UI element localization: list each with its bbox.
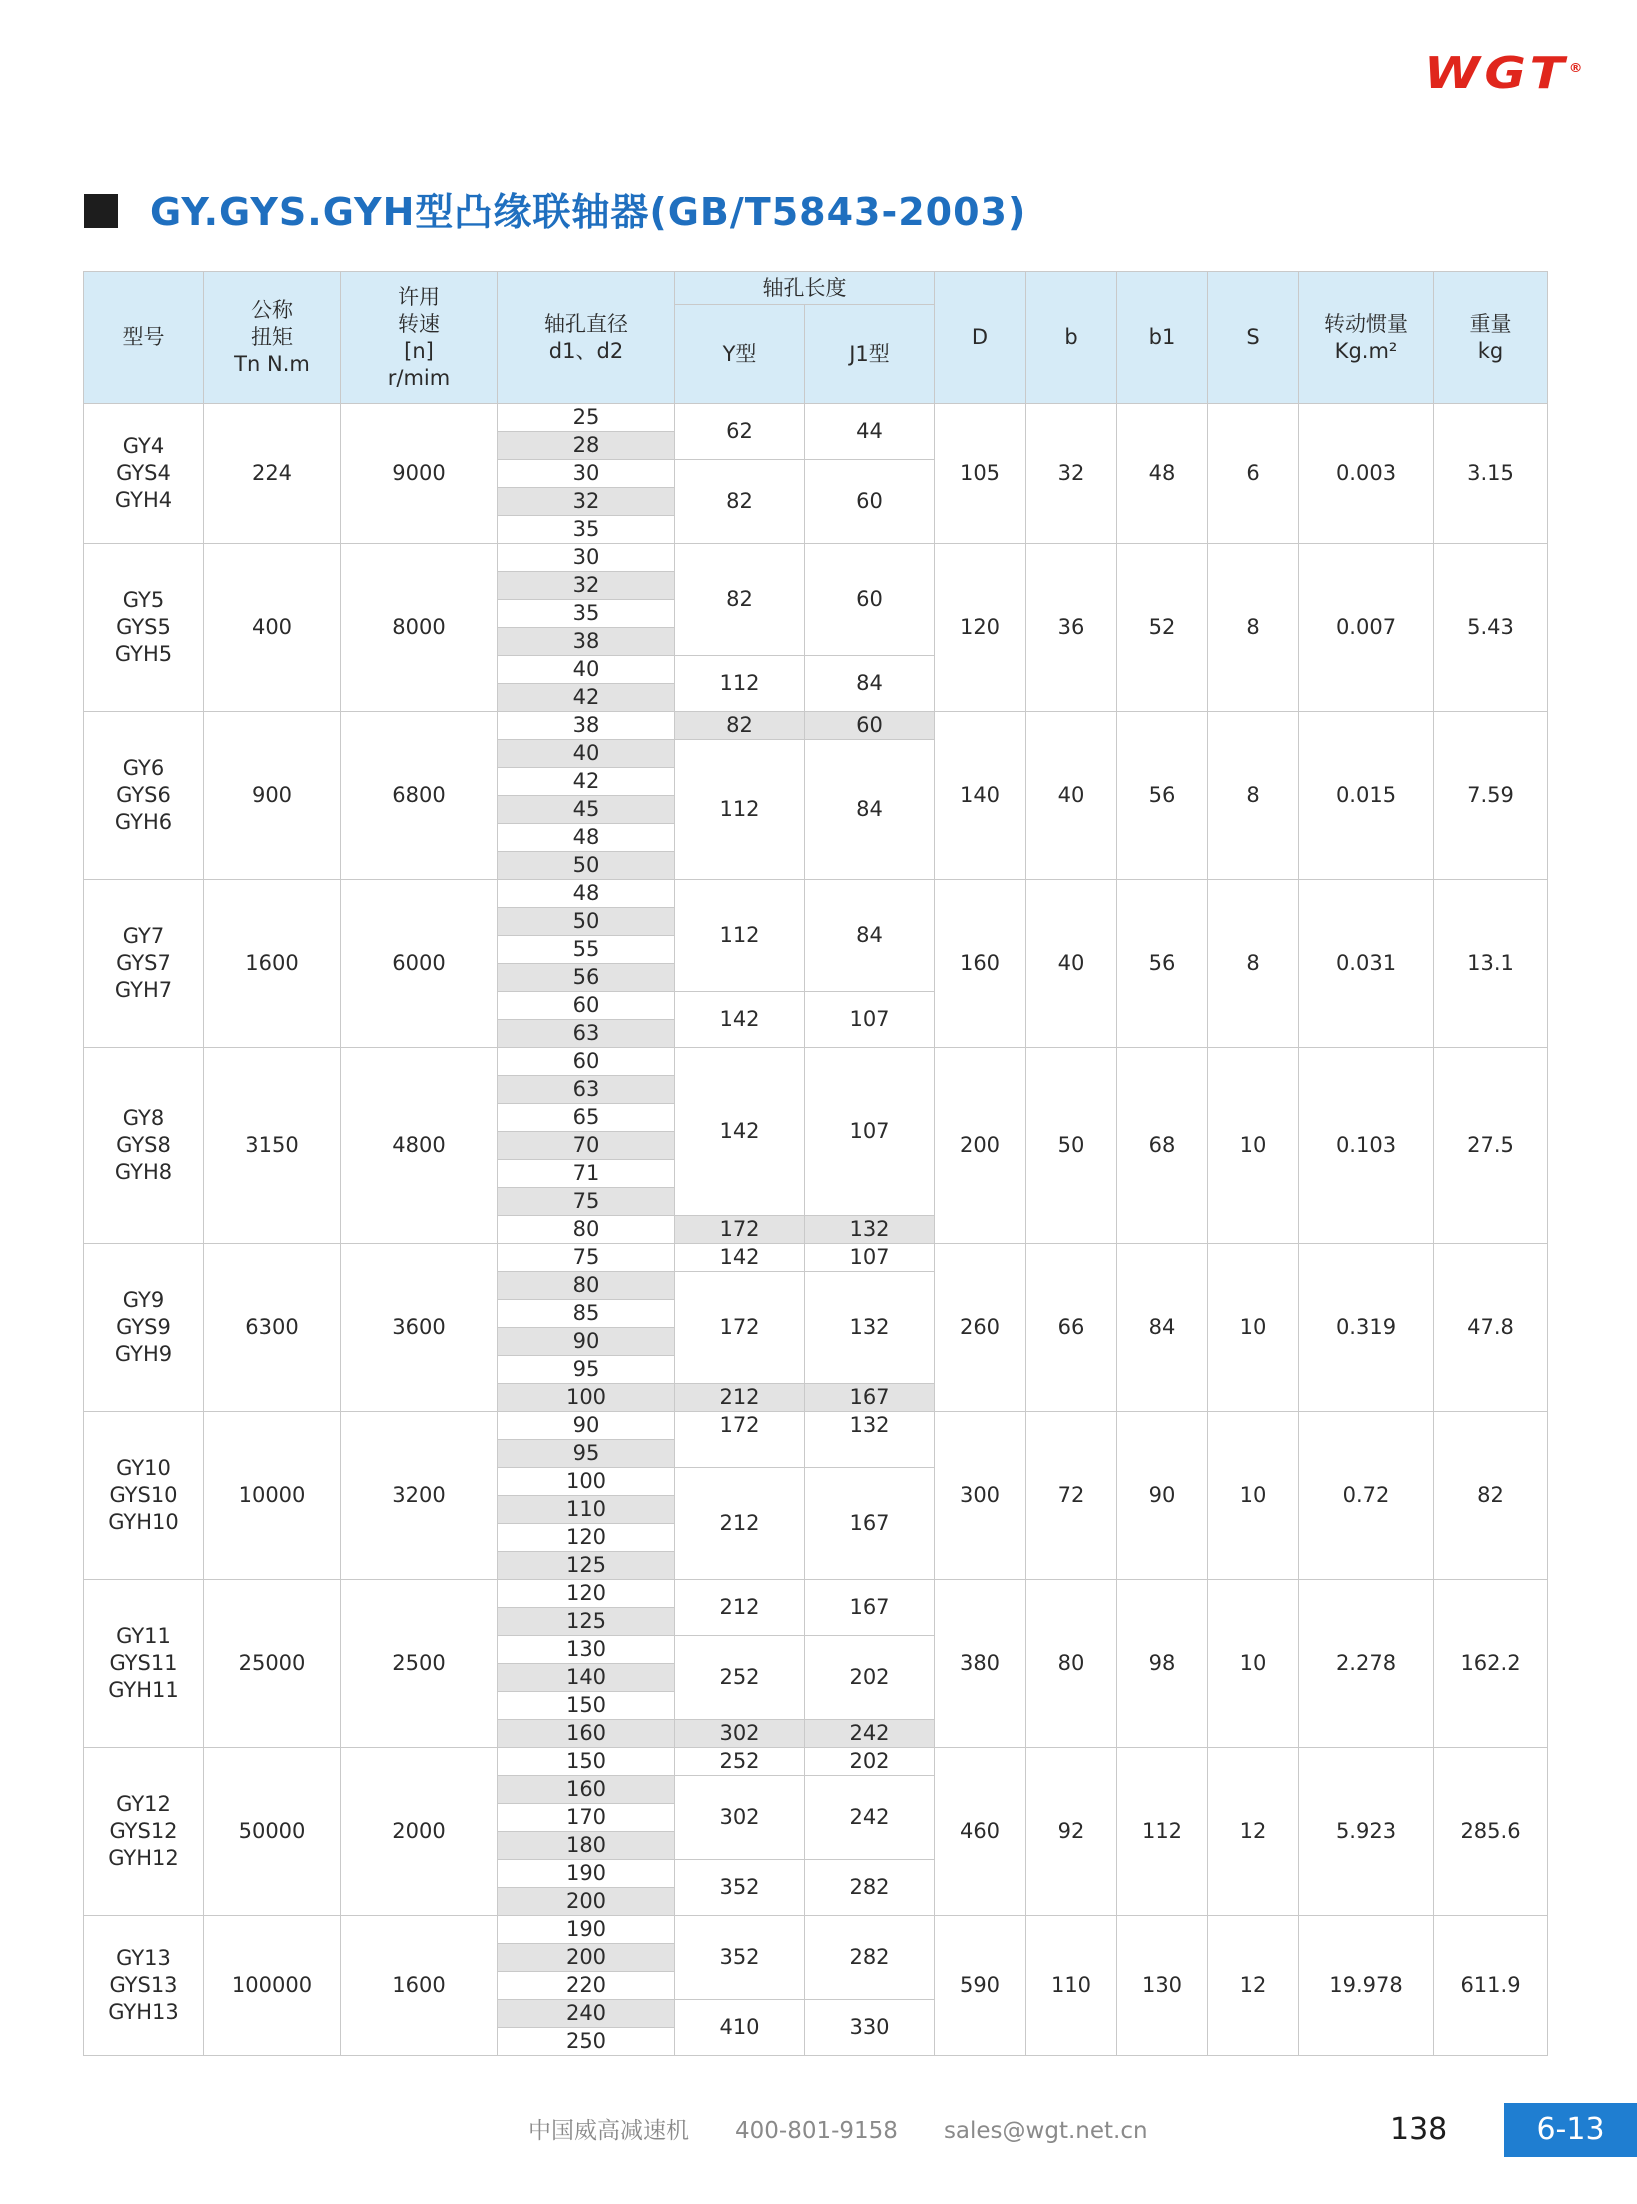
j1-length-cell: 44 <box>805 404 935 460</box>
bore-cell: 30 <box>498 460 675 488</box>
j1-length-cell: 107 <box>805 1048 935 1216</box>
bore-cell: 95 <box>498 1440 675 1468</box>
header-S: S <box>1208 272 1299 404</box>
s-cell: 10 <box>1208 1244 1299 1412</box>
bore-cell: 190 <box>498 1916 675 1944</box>
j1-length-cell: 84 <box>805 656 935 712</box>
b-cell: 36 <box>1026 544 1117 712</box>
bore-cell: 42 <box>498 684 675 712</box>
inertia-cell: 0.031 <box>1299 880 1434 1048</box>
header-y-type: Y型 <box>675 305 805 404</box>
model-name: GY9 <box>122 1288 165 1312</box>
model-cell <box>84 404 204 544</box>
y-length-cell: 112 <box>675 656 805 712</box>
b1-cell: 112 <box>1117 1748 1208 1916</box>
bore-cell: 200 <box>498 1944 675 1972</box>
model-name: GYS11 <box>109 1651 178 1675</box>
bore-cell: 25 <box>498 404 675 432</box>
table-row <box>84 1748 1548 1776</box>
bore-cell: 55 <box>498 936 675 964</box>
bore-cell: 100 <box>498 1468 675 1496</box>
model-name: GYS7 <box>116 951 171 975</box>
model-cell <box>84 880 204 1048</box>
bore-cell: 75 <box>498 1244 675 1272</box>
y-length-cell: 172 <box>675 1412 805 1468</box>
page-number: 138 <box>1390 2112 1448 2147</box>
model-name: GYS8 <box>116 1133 171 1157</box>
table-row <box>84 1412 1548 1440</box>
table-row <box>84 1916 1548 1944</box>
footer-contact <box>528 2112 1194 2145</box>
bore-cell: 48 <box>498 824 675 852</box>
inertia-cell: 0.103 <box>1299 1048 1434 1244</box>
j1-length-cell: 282 <box>805 1860 935 1916</box>
y-length-cell: 62 <box>675 404 805 460</box>
bore-cell: 28 <box>498 432 675 460</box>
weight-cell: 611.9 <box>1434 1916 1548 2056</box>
header-b: b <box>1026 272 1117 404</box>
j1-length-cell: 60 <box>805 544 935 656</box>
bore-cell: 95 <box>498 1356 675 1384</box>
speed-cell: 1600 <box>341 1916 498 2056</box>
header-model: 型号 <box>84 272 204 404</box>
b1-cell: 52 <box>1117 544 1208 712</box>
footer-email: sales@wgt.net.cn <box>943 2118 1148 2144</box>
weight-cell: 162.2 <box>1434 1580 1548 1748</box>
s-cell: 12 <box>1208 1748 1299 1916</box>
b1-cell: 48 <box>1117 404 1208 544</box>
speed-cell: 8000 <box>341 544 498 712</box>
y-length-cell: 212 <box>675 1580 805 1636</box>
bore-cell: 35 <box>498 600 675 628</box>
inertia-cell: 0.72 <box>1299 1412 1434 1580</box>
y-length-cell: 142 <box>675 1048 805 1216</box>
weight-cell: 13.1 <box>1434 880 1548 1048</box>
model-name: GYH13 <box>108 2000 179 2024</box>
header-b1: b1 <box>1117 272 1208 404</box>
j1-length-cell: 84 <box>805 880 935 992</box>
bore-cell: 60 <box>498 992 675 1020</box>
bore-cell: 160 <box>498 1776 675 1804</box>
header-weight: 重量 kg <box>1434 272 1548 404</box>
bore-cell: 140 <box>498 1664 675 1692</box>
model-name: GY11 <box>116 1624 171 1648</box>
bore-cell: 45 <box>498 796 675 824</box>
bore-cell: 130 <box>498 1636 675 1664</box>
torque-cell: 3150 <box>204 1048 341 1244</box>
model-name: GYS10 <box>109 1483 178 1507</box>
j1-length-cell: 330 <box>805 2000 935 2056</box>
speed-cell: 6000 <box>341 880 498 1048</box>
bore-cell: 220 <box>498 1972 675 2000</box>
model-name: GYH11 <box>108 1678 179 1702</box>
model-name: GY5 <box>122 588 165 612</box>
brand-logo: WGT® <box>1424 48 1588 99</box>
model-name: GYH6 <box>114 810 173 834</box>
b1-cell: 68 <box>1117 1048 1208 1244</box>
model-name: GY7 <box>122 924 165 948</box>
model-cell <box>84 1412 204 1580</box>
j1-length-cell: 242 <box>805 1776 935 1860</box>
b1-cell: 56 <box>1117 880 1208 1048</box>
torque-cell: 6300 <box>204 1244 341 1412</box>
weight-cell: 3.15 <box>1434 404 1548 544</box>
b-cell: 110 <box>1026 1916 1117 2056</box>
section-tab: 6-13 <box>1504 2103 1637 2157</box>
model-cell <box>84 544 204 712</box>
inertia-cell: 0.319 <box>1299 1244 1434 1412</box>
weight-cell: 47.8 <box>1434 1244 1548 1412</box>
model-name: GYS9 <box>116 1315 171 1339</box>
bore-cell: 56 <box>498 964 675 992</box>
speed-cell: 4800 <box>341 1048 498 1244</box>
bore-cell: 71 <box>498 1160 675 1188</box>
bore-cell: 63 <box>498 1020 675 1048</box>
footer-phone: 400-801-9158 <box>735 2118 898 2144</box>
model-name: GY4 <box>122 434 165 458</box>
bore-cell: 160 <box>498 1720 675 1748</box>
inertia-cell: 0.015 <box>1299 712 1434 880</box>
bore-cell: 50 <box>498 908 675 936</box>
b1-cell: 84 <box>1117 1244 1208 1412</box>
s-cell: 10 <box>1208 1412 1299 1580</box>
y-length-cell: 252 <box>675 1636 805 1720</box>
d-cell: 105 <box>935 404 1026 544</box>
header-bore-length: 轴孔长度 <box>675 272 935 305</box>
table-body <box>84 404 1548 2056</box>
model-name: GYH7 <box>114 978 173 1002</box>
model-cell <box>84 1916 204 2056</box>
table-row <box>84 880 1548 908</box>
b-cell: 66 <box>1026 1244 1117 1412</box>
s-cell: 10 <box>1208 1048 1299 1244</box>
bore-cell: 200 <box>498 1888 675 1916</box>
bore-cell: 70 <box>498 1132 675 1160</box>
s-cell: 8 <box>1208 880 1299 1048</box>
y-length-cell: 212 <box>675 1384 805 1412</box>
bore-cell: 90 <box>498 1328 675 1356</box>
speed-cell: 6800 <box>341 712 498 880</box>
bore-cell: 125 <box>498 1608 675 1636</box>
bore-cell: 250 <box>498 2028 675 2056</box>
model-name: GY10 <box>116 1456 171 1480</box>
model-name: GYH4 <box>114 488 173 512</box>
inertia-cell: 2.278 <box>1299 1580 1434 1748</box>
speed-cell: 2500 <box>341 1580 498 1748</box>
j1-length-cell: 132 <box>805 1272 935 1384</box>
d-cell: 300 <box>935 1412 1026 1580</box>
inertia-cell: 0.007 <box>1299 544 1434 712</box>
table-row <box>84 544 1548 572</box>
bore-cell: 30 <box>498 544 675 572</box>
torque-cell: 50000 <box>204 1748 341 1916</box>
model-name: GYH10 <box>108 1510 179 1534</box>
b1-cell: 130 <box>1117 1916 1208 2056</box>
bore-cell: 65 <box>498 1104 675 1132</box>
bore-cell: 42 <box>498 768 675 796</box>
b1-cell: 56 <box>1117 712 1208 880</box>
j1-length-cell: 132 <box>805 1216 935 1244</box>
bore-cell: 32 <box>498 488 675 516</box>
y-length-cell: 352 <box>675 1860 805 1916</box>
j1-length-cell: 107 <box>805 992 935 1048</box>
y-length-cell: 172 <box>675 1272 805 1384</box>
model-name: GYS6 <box>116 783 171 807</box>
table-row <box>84 712 1548 740</box>
s-cell: 10 <box>1208 1580 1299 1748</box>
model-name: GY8 <box>122 1106 165 1130</box>
b1-cell: 98 <box>1117 1580 1208 1748</box>
bore-cell: 120 <box>498 1524 675 1552</box>
model-name: GYH8 <box>114 1160 173 1184</box>
bore-cell: 48 <box>498 880 675 908</box>
y-length-cell: 252 <box>675 1748 805 1776</box>
b-cell: 40 <box>1026 880 1117 1048</box>
y-length-cell: 112 <box>675 880 805 992</box>
torque-cell: 224 <box>204 404 341 544</box>
table-row <box>84 1580 1548 1608</box>
weight-cell: 27.5 <box>1434 1048 1548 1244</box>
weight-cell: 7.59 <box>1434 712 1548 880</box>
j1-length-cell: 202 <box>805 1748 935 1776</box>
footer-company: 中国威高减速机 <box>528 2118 689 2144</box>
speed-cell: 3600 <box>341 1244 498 1412</box>
speed-cell: 2000 <box>341 1748 498 1916</box>
model-name: GYS12 <box>109 1819 178 1843</box>
b-cell: 40 <box>1026 712 1117 880</box>
b-cell: 50 <box>1026 1048 1117 1244</box>
bore-cell: 38 <box>498 712 675 740</box>
j1-length-cell: 167 <box>805 1468 935 1580</box>
bore-cell: 63 <box>498 1076 675 1104</box>
model-cell <box>84 1748 204 1916</box>
bore-cell: 75 <box>498 1188 675 1216</box>
weight-cell: 5.43 <box>1434 544 1548 712</box>
table-row <box>84 1244 1548 1272</box>
inertia-cell: 5.923 <box>1299 1748 1434 1916</box>
bore-cell: 50 <box>498 852 675 880</box>
bore-cell: 35 <box>498 516 675 544</box>
model-name: GYH12 <box>108 1846 179 1870</box>
j1-length-cell: 167 <box>805 1384 935 1412</box>
y-length-cell: 142 <box>675 1244 805 1272</box>
torque-cell: 1600 <box>204 880 341 1048</box>
model-name: GYH5 <box>114 642 173 666</box>
header-torque: 公称 扭矩 Tn N.m <box>204 272 341 404</box>
y-length-cell: 302 <box>675 1776 805 1860</box>
d-cell: 380 <box>935 1580 1026 1748</box>
s-cell: 8 <box>1208 712 1299 880</box>
s-cell: 8 <box>1208 544 1299 712</box>
d-cell: 590 <box>935 1916 1026 2056</box>
bore-cell: 85 <box>498 1300 675 1328</box>
y-length-cell: 82 <box>675 544 805 656</box>
bore-cell: 80 <box>498 1272 675 1300</box>
model-cell <box>84 1048 204 1244</box>
bore-cell: 125 <box>498 1552 675 1580</box>
weight-cell: 82 <box>1434 1412 1548 1580</box>
y-length-cell: 82 <box>675 712 805 740</box>
y-length-cell: 112 <box>675 740 805 880</box>
j1-length-cell: 202 <box>805 1636 935 1720</box>
table-header <box>84 272 1548 404</box>
torque-cell: 10000 <box>204 1412 341 1580</box>
j1-length-cell: 107 <box>805 1244 935 1272</box>
speed-cell: 3200 <box>341 1412 498 1580</box>
header-inertia: 转动惯量 Kg.m² <box>1299 272 1434 404</box>
bore-cell: 120 <box>498 1580 675 1608</box>
bore-cell: 110 <box>498 1496 675 1524</box>
d-cell: 460 <box>935 1748 1026 1916</box>
bore-cell: 80 <box>498 1216 675 1244</box>
y-length-cell: 142 <box>675 992 805 1048</box>
model-name: GYH9 <box>114 1342 173 1366</box>
y-length-cell: 172 <box>675 1216 805 1244</box>
torque-cell: 25000 <box>204 1580 341 1748</box>
bore-cell: 100 <box>498 1384 675 1412</box>
speed-cell: 9000 <box>341 404 498 544</box>
bore-cell: 40 <box>498 740 675 768</box>
weight-cell: 285.6 <box>1434 1748 1548 1916</box>
table-row <box>84 404 1548 432</box>
j1-length-cell: 242 <box>805 1720 935 1748</box>
bore-cell: 150 <box>498 1748 675 1776</box>
y-length-cell: 352 <box>675 1916 805 2000</box>
model-name: GYS13 <box>109 1973 178 1997</box>
j1-length-cell: 132 <box>805 1412 935 1468</box>
table-row <box>84 1048 1548 1076</box>
header-speed: 许用 转速 [n] r/mim <box>341 272 498 404</box>
s-cell: 12 <box>1208 1916 1299 2056</box>
model-cell <box>84 1580 204 1748</box>
bore-cell: 38 <box>498 628 675 656</box>
bore-cell: 40 <box>498 656 675 684</box>
inertia-cell: 19.978 <box>1299 1916 1434 2056</box>
j1-length-cell: 84 <box>805 740 935 880</box>
model-name: GYS5 <box>116 615 171 639</box>
b-cell: 32 <box>1026 404 1117 544</box>
bore-cell: 90 <box>498 1412 675 1440</box>
bore-cell: 150 <box>498 1692 675 1720</box>
header-bore-diameter: 轴孔直径 d1、d2 <box>498 272 675 404</box>
y-length-cell: 82 <box>675 460 805 544</box>
model-name: GYS4 <box>116 461 171 485</box>
j1-length-cell: 60 <box>805 460 935 544</box>
j1-length-cell: 60 <box>805 712 935 740</box>
model-name: GY13 <box>116 1946 171 1970</box>
y-length-cell: 212 <box>675 1468 805 1580</box>
d-cell: 160 <box>935 880 1026 1048</box>
j1-length-cell: 167 <box>805 1580 935 1636</box>
header-D: D <box>935 272 1026 404</box>
bore-cell: 190 <box>498 1860 675 1888</box>
b-cell: 92 <box>1026 1748 1117 1916</box>
bore-cell: 60 <box>498 1048 675 1076</box>
title-square-icon <box>84 194 118 228</box>
bore-cell: 32 <box>498 572 675 600</box>
torque-cell: 400 <box>204 544 341 712</box>
model-cell <box>84 1244 204 1412</box>
model-cell <box>84 712 204 880</box>
b-cell: 72 <box>1026 1412 1117 1580</box>
bore-cell: 170 <box>498 1804 675 1832</box>
d-cell: 260 <box>935 1244 1026 1412</box>
d-cell: 140 <box>935 712 1026 880</box>
model-name: GY12 <box>116 1792 171 1816</box>
j1-length-cell: 282 <box>805 1916 935 2000</box>
header-j1-type: J1型 <box>805 305 935 404</box>
torque-cell: 100000 <box>204 1916 341 2056</box>
page-title: GY.GYS.GYH型凸缘联轴器(GB/T5843-2003) <box>150 190 1027 234</box>
y-length-cell: 302 <box>675 1720 805 1748</box>
inertia-cell: 0.003 <box>1299 404 1434 544</box>
b1-cell: 90 <box>1117 1412 1208 1580</box>
coupling-spec-table <box>83 271 1548 2056</box>
model-name: GY6 <box>122 756 165 780</box>
bore-cell: 240 <box>498 2000 675 2028</box>
torque-cell: 900 <box>204 712 341 880</box>
bore-cell: 180 <box>498 1832 675 1860</box>
s-cell: 6 <box>1208 404 1299 544</box>
d-cell: 200 <box>935 1048 1026 1244</box>
b-cell: 80 <box>1026 1580 1117 1748</box>
y-length-cell: 410 <box>675 2000 805 2056</box>
d-cell: 120 <box>935 544 1026 712</box>
